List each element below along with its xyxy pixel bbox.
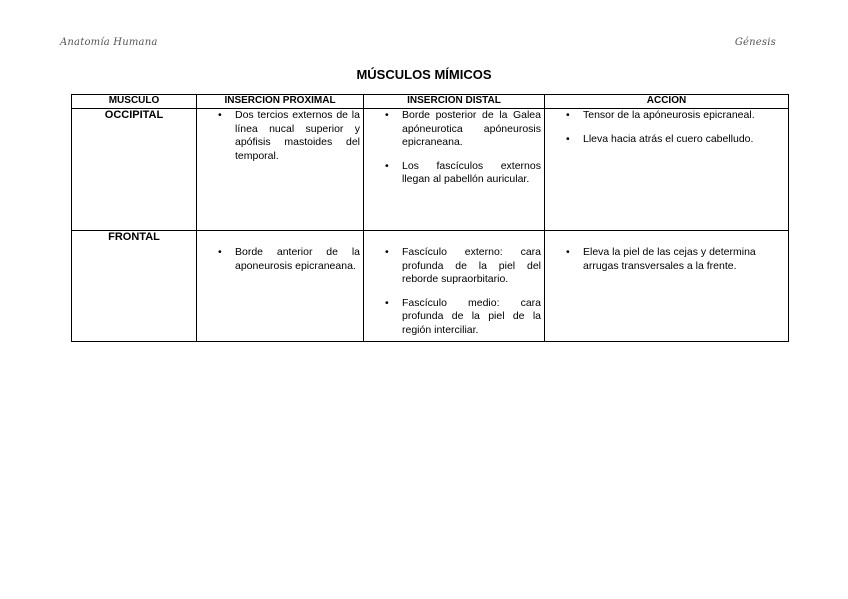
table-row-frontal — [72, 231, 789, 342]
list-item: • Borde anterior de la aponeurosis epicraneana. — [197, 246, 363, 273]
column-header-distal: INSERCION DISTAL — [364, 95, 545, 109]
column-header-muscle: MUSCULO — [72, 95, 197, 109]
list-item: • Eleva la piel de las cejas y determina arrugas transversales a la frente. — [545, 246, 788, 273]
muscle-name-occipital: OCCIPITAL — [72, 109, 197, 231]
list-item: • Fascículo externo: cara profunda de la piel del reborde supraorbitario. — [364, 246, 544, 287]
running-header-left: Anatomía Humana — [60, 37, 158, 48]
table-header-row — [72, 95, 789, 109]
table-row-occipital — [72, 109, 789, 231]
list-item: • Los fascículos externos llegan al pabellón auricular. — [364, 160, 544, 187]
page-title: MÚSCULOS MÍMICOS — [356, 67, 492, 82]
distal-cell-frontal — [364, 231, 545, 342]
list-item: • Fascículo medio: cara profunda de la piel de la región interciliar. — [364, 297, 544, 338]
list-item: • Lleva hacia atrás el cuero cabelludo. — [545, 133, 788, 147]
proximal-cell-occipital — [197, 109, 364, 231]
muscle-name-frontal: FRONTAL — [72, 231, 197, 342]
action-cell-occipital — [545, 109, 789, 231]
running-header-right: Génesis — [734, 37, 776, 48]
muscles-table — [71, 94, 789, 342]
proximal-cell-frontal — [197, 231, 364, 342]
list-item: • Dos tercios externos de la línea nucal superior y apófisis mastoides del temporal. — [197, 109, 363, 163]
column-header-proximal: INSERCION PROXIMAL — [197, 95, 364, 109]
list-item: • Tensor de la apóneurosis epicraneal. — [545, 109, 788, 123]
action-cell-frontal — [545, 231, 789, 342]
list-item: • Borde posterior de la Galea apóneurotica apóneurosis epicraneana. — [364, 109, 544, 150]
column-header-action: ACCION — [545, 95, 789, 109]
distal-cell-occipital — [364, 109, 545, 231]
